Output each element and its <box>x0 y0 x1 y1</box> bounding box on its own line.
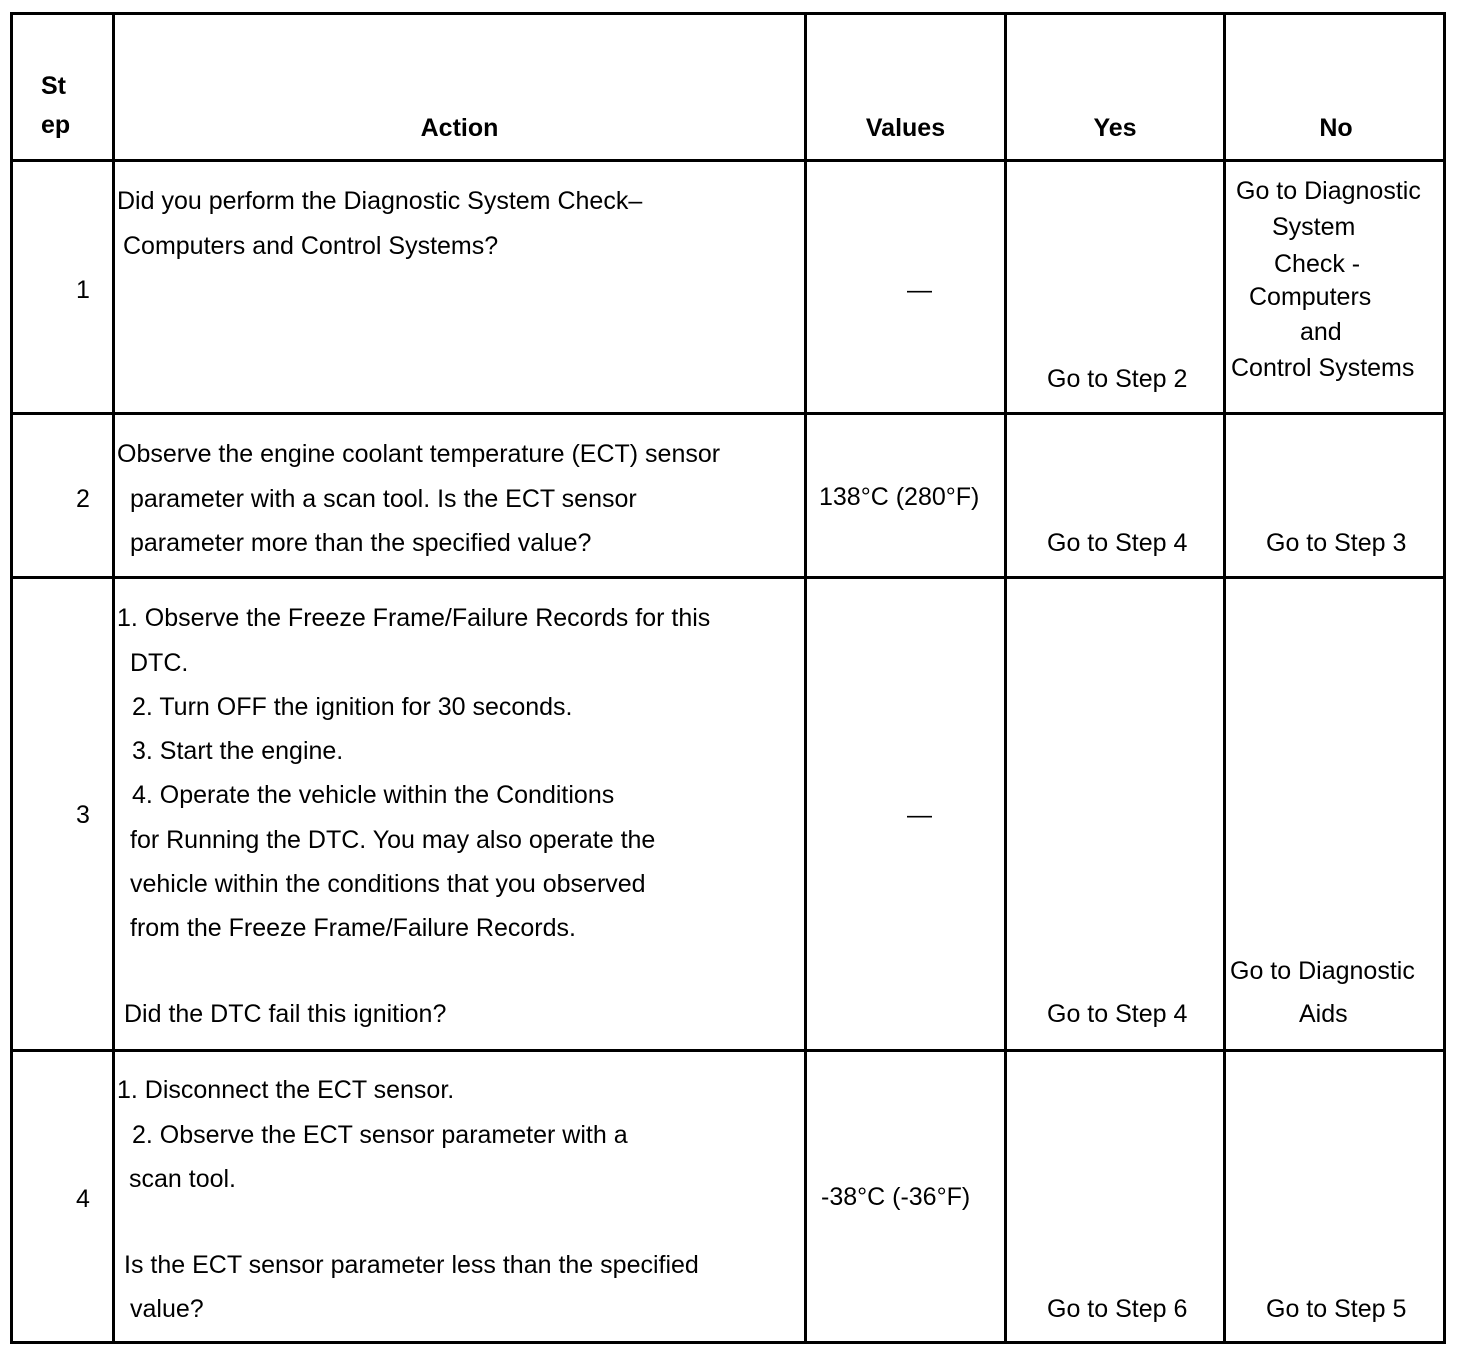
action-text: 1. Observe the Freeze Frame/Failure Records for this <box>117 604 711 632</box>
value-text: -38°C (-36°F) <box>821 1183 971 1211</box>
action-text: parameter with a scan tool. Is the ECT sensor <box>130 485 637 513</box>
action-text: 3. Start the engine. <box>132 737 344 765</box>
action-text: parameter more than the specified value? <box>130 529 592 557</box>
header-no: No <box>1319 114 1353 142</box>
action-text: 2. Observe the ECT sensor parameter with a <box>132 1121 628 1149</box>
col-divider <box>1004 15 1007 1341</box>
action-text: vehicle within the conditions that you observed <box>130 870 646 898</box>
row-divider <box>13 1049 1443 1052</box>
row-divider <box>13 159 1443 162</box>
row-divider <box>13 412 1443 415</box>
no-link: Go to Step 3 <box>1266 529 1407 557</box>
action-question: Did the DTC fail this ignition? <box>124 1000 447 1028</box>
action-text: Observe the engine coolant temperature (ECT) sensor <box>117 440 721 468</box>
no-link: Go to Diagnostic <box>1236 177 1421 205</box>
step-number: 1 <box>76 276 90 304</box>
yes-link: Go to Step 2 <box>1047 365 1188 393</box>
yes-link: Go to Step 6 <box>1047 1295 1188 1323</box>
action-text: Computers and Control Systems? <box>123 232 499 260</box>
action-text: from the Freeze Frame/Failure Records. <box>130 914 576 942</box>
action-text: DTC. <box>130 649 189 677</box>
diagnostic-table <box>10 12 1446 1344</box>
action-text: 2. Turn OFF the ignition for 30 seconds. <box>132 693 573 721</box>
row-divider <box>13 576 1443 579</box>
action-text: 1. Disconnect the ECT sensor. <box>117 1076 455 1104</box>
action-text: 4. Operate the vehicle within the Conditions <box>132 781 615 809</box>
no-link: and <box>1300 318 1342 346</box>
action-text: Did you perform the Diagnostic System Check– <box>117 187 643 215</box>
header-yes: Yes <box>1093 114 1137 142</box>
col-divider <box>804 15 807 1341</box>
no-link: Go to Step 5 <box>1266 1295 1407 1323</box>
no-link: Go to Diagnostic <box>1230 957 1415 985</box>
no-link: Control Systems <box>1231 354 1415 382</box>
yes-link: Go to Step 4 <box>1047 1000 1188 1028</box>
no-link: System <box>1272 213 1356 241</box>
yes-link: Go to Step 4 <box>1047 529 1188 557</box>
header-values: Values <box>865 114 946 142</box>
header-step: St ep <box>41 72 71 139</box>
value-text: — <box>907 276 932 304</box>
value-text: 138°C (280°F) <box>819 483 980 511</box>
col-divider <box>1223 15 1226 1341</box>
header-action: Action <box>420 114 499 142</box>
action-text: scan tool. <box>129 1165 237 1193</box>
value-text: — <box>907 801 932 829</box>
no-link: Aids <box>1299 1000 1348 1028</box>
step-number: 4 <box>76 1185 90 1213</box>
action-text: for Running the DTC. You may also operate the <box>130 826 656 854</box>
col-divider <box>112 15 115 1341</box>
step-number: 3 <box>76 801 90 829</box>
step-number: 2 <box>76 485 90 513</box>
no-link: Computers <box>1249 283 1372 311</box>
action-question: Is the ECT sensor parameter less than the specified <box>124 1251 699 1279</box>
no-link: Check - <box>1274 250 1361 278</box>
action-question: value? <box>130 1295 204 1323</box>
